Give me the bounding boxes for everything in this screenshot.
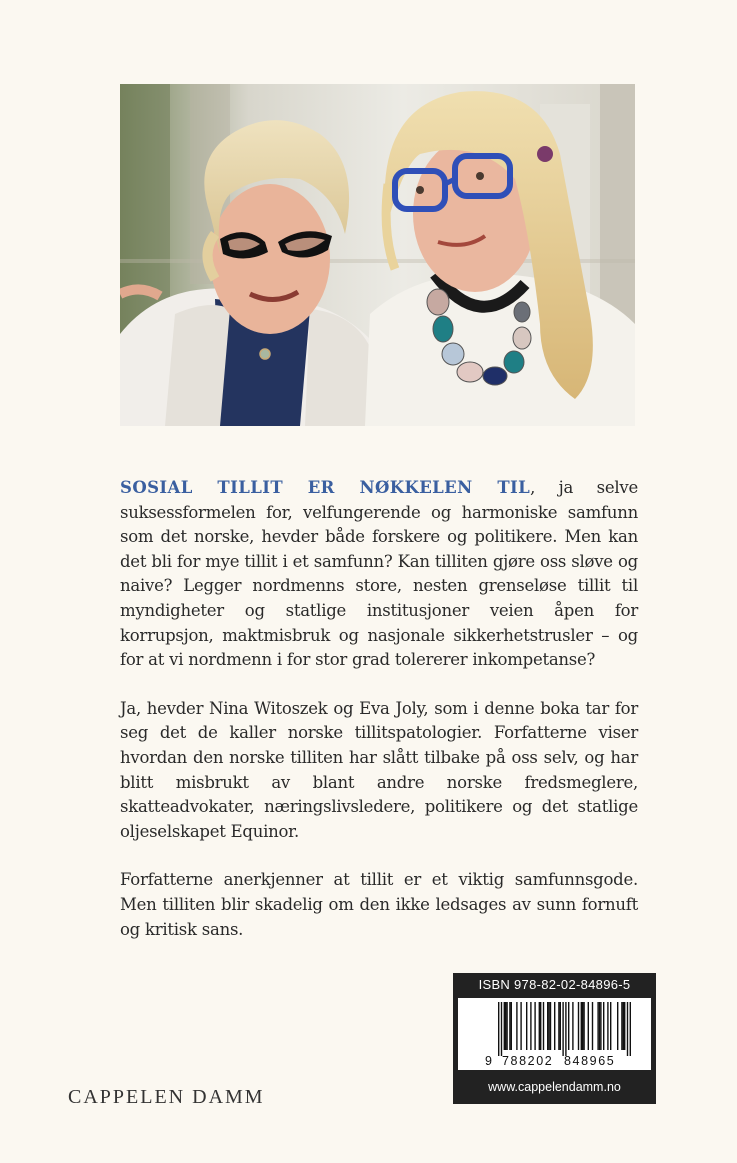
barcode-bar — [501, 1002, 502, 1056]
blurb-paragraph-1-text: , ja selve suksessformelen for, velfungerende og harmoniske samfunn som det norske, hevder både forskere og politikere. Men kan det bli for mye tillit i et samfunn? Kan tilliten gjøre oss sløve og naive? Legger nordmenns store, nesten grenseløse tillit til myndigheter og statlige institusjoner veien åpen for korrupsjon, maktmisbruk og nasjonale sikkerhetstrusler – og for at vi nordmenn i for stor grad tolererer inkompetanse? — [120, 478, 638, 670]
barcode-bar — [548, 1002, 549, 1050]
barcode-bar — [610, 1002, 611, 1050]
barcode-bar — [630, 1002, 631, 1056]
barcode-bar — [550, 1002, 551, 1050]
barcode-bar — [534, 1002, 535, 1050]
publisher-website: www.cappelendamm.no — [488, 1080, 621, 1094]
barcode-bar — [554, 1002, 555, 1050]
barcode-bar — [560, 1002, 561, 1050]
author-photo — [120, 84, 635, 426]
barcode-bar — [568, 1002, 569, 1050]
barcode-bar — [511, 1002, 512, 1050]
barcode-bar — [530, 1002, 531, 1050]
barcode-bar — [597, 1002, 598, 1050]
barcode-bar — [540, 1002, 541, 1050]
barcode-bar — [588, 1002, 589, 1050]
publisher-logo: CAPPELEN DAMM — [68, 1086, 265, 1108]
barcode-bar — [621, 1002, 622, 1050]
barcode-bar — [600, 1002, 601, 1050]
barcode-digit-group-2: 848965 — [564, 1054, 616, 1068]
barcode-bar — [547, 1002, 548, 1050]
barcode — [458, 998, 651, 1070]
barcode-bar — [581, 1002, 582, 1050]
back-cover-blurb — [120, 476, 638, 966]
barcode-bar — [509, 1002, 510, 1050]
barcode-bar — [583, 1002, 584, 1050]
barcode-bar — [498, 1002, 499, 1056]
barcode-bar — [592, 1002, 593, 1050]
barcode-bar — [582, 1002, 583, 1050]
barcode-digit-first: 9 — [485, 1054, 492, 1068]
blurb-paragraph-3: Forfatterne anerkjenner at tillit er et viktig samfunnsgode. Men tilliten blir skadelig om den ikke ledsages av sunn fornuft og kritisk sans. — [120, 870, 638, 939]
barcode-bar — [624, 1002, 625, 1050]
barcode-bar — [543, 1002, 544, 1050]
barcode-panel — [453, 973, 656, 1104]
barcode-bar — [526, 1002, 527, 1050]
blurb-lead-phrase: SOSIAL TILLIT ER NØKKELEN TIL — [120, 478, 531, 497]
barcode-bar — [617, 1002, 618, 1050]
barcode-bar — [562, 1002, 563, 1056]
blurb-paragraph-2: Ja, hevder Nina Witoszek og Eva Joly, som i denne boka tar for seg det de kaller norske tillitspatologier. Forfatterne viser hvordan den norske tilliten har slått tilbake på oss selv, og har blitt misbrukt av blant andre norske fredsmeglere, skatteadvokater, næringslivsledere, politikere og det statlige oljeselskapet Equinor. — [120, 698, 638, 841]
barcode-bar — [578, 1002, 579, 1050]
barcode-bar — [565, 1002, 566, 1056]
barcode-bar — [505, 1002, 506, 1050]
barcode-digit-group-1: 788202 — [502, 1054, 554, 1068]
barcode-bar — [599, 1002, 600, 1050]
barcode-bar — [607, 1002, 608, 1050]
barcode-bar — [572, 1002, 573, 1050]
barcode-bars — [458, 998, 651, 1056]
barcode-bar — [558, 1002, 559, 1050]
barcode-bar — [623, 1002, 624, 1050]
barcode-bar — [516, 1002, 517, 1050]
barcode-bar — [504, 1002, 505, 1050]
isbn-label: ISBN 978-82-02-84896-5 — [478, 977, 631, 992]
barcode-bar — [520, 1002, 521, 1050]
barcode-bar — [539, 1002, 540, 1050]
blurb-paragraph-1 — [120, 476, 638, 673]
barcode-bar — [627, 1002, 628, 1056]
barcode-bar — [603, 1002, 604, 1050]
barcode-bar — [506, 1002, 507, 1050]
